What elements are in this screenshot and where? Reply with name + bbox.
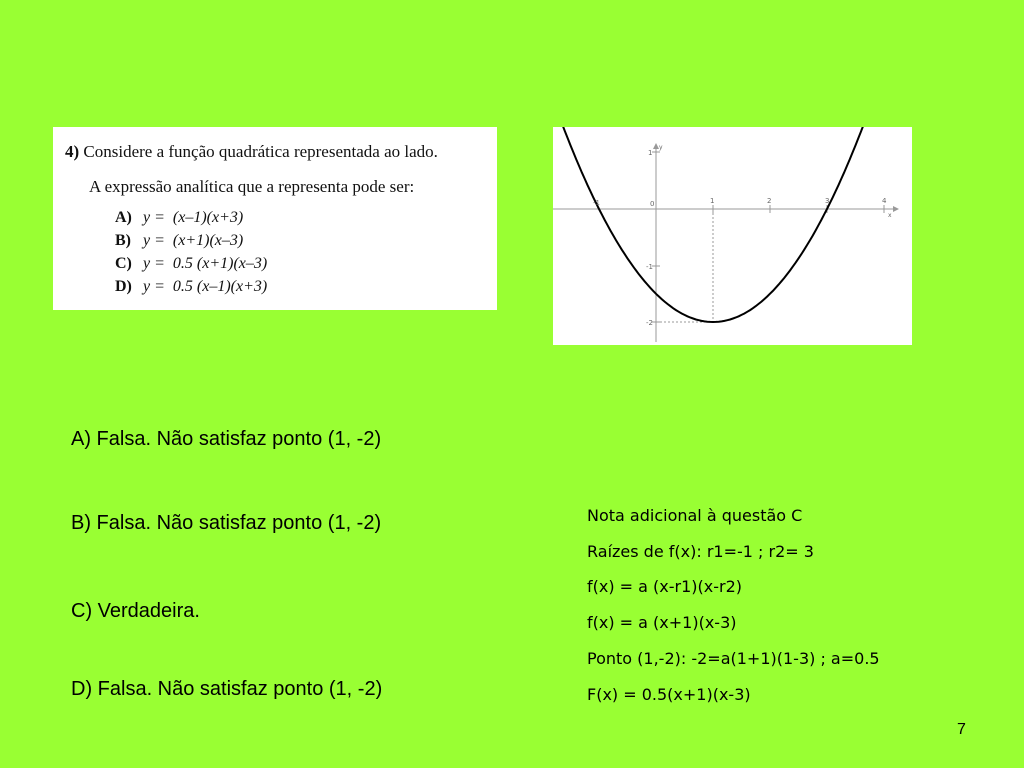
page-number: 7 [957, 721, 966, 738]
option-y: y = [143, 232, 165, 249]
option-b [115, 232, 243, 250]
note-line: f(x) = a (x+1)(x-3) [587, 613, 737, 632]
answer-d: D) Falsa. Não satisfaz ponto (1, -2) [71, 678, 383, 700]
option-expression: 0.5 (x–1)(x+3) [172, 278, 268, 295]
question-prompt: A expressão analítica que a representa pode ser: [89, 177, 415, 196]
question-statement [65, 142, 438, 162]
question-number: 4) [65, 142, 80, 161]
x-tick-label-4: 4 [882, 197, 887, 205]
note-line: f(x) = a (x-r1)(x-r2) [587, 577, 743, 596]
y-tick-label-neg2: -2 [646, 319, 653, 327]
option-y: y = [143, 278, 165, 295]
x-tick-label-0: 0 [650, 200, 655, 208]
root-label-left: -1 [593, 199, 600, 207]
option-letter: A) [115, 209, 132, 226]
answer-c: C) Verdadeira. [71, 600, 200, 622]
option-letter: C) [115, 255, 132, 272]
answer-b: B) Falsa. Não satisfaz ponto (1, -2) [71, 512, 382, 534]
note-title: Nota adicional à questão C [587, 506, 803, 525]
option-expression: 0.5 (x+1)(x–3) [172, 255, 268, 272]
x-axis-arrow [893, 206, 899, 212]
answer-a: A) Falsa. Não satisfaz ponto (1, -2) [71, 428, 382, 450]
option-d [115, 278, 267, 296]
x-tick-label-1: 1 [710, 197, 715, 205]
option-y: y = [143, 209, 165, 226]
x-axis-label: x [888, 212, 892, 219]
x-tick-label-3: 3 [825, 197, 830, 205]
y-tick-label-1: 1 [648, 149, 653, 157]
parabola-graph [553, 127, 912, 345]
option-a [115, 209, 243, 227]
option-letter: D) [115, 278, 132, 295]
y-axis-label: y [659, 144, 663, 151]
note-line: Raízes de f(x): r1=-1 ; r2= 3 [587, 542, 814, 561]
option-letter: B) [115, 232, 131, 249]
y-tick-label-neg1: -1 [646, 263, 653, 271]
note-line: F(x) = 0.5(x+1)(x-3) [587, 685, 751, 704]
question-image [53, 127, 497, 310]
option-expression: (x+1)(x–3) [172, 232, 244, 249]
option-y: y = [143, 255, 165, 272]
graph-svg [553, 127, 912, 345]
note-line: Ponto (1,-2): -2=a(1+1)(1-3) ; a=0.5 [587, 649, 880, 668]
question-text: Considere a função quadrática representada ao lado. [83, 142, 438, 161]
option-c [115, 255, 267, 273]
x-tick-label-2: 2 [767, 197, 772, 205]
option-expression: (x–1)(x+3) [172, 209, 244, 226]
parabola-curve [562, 127, 864, 322]
